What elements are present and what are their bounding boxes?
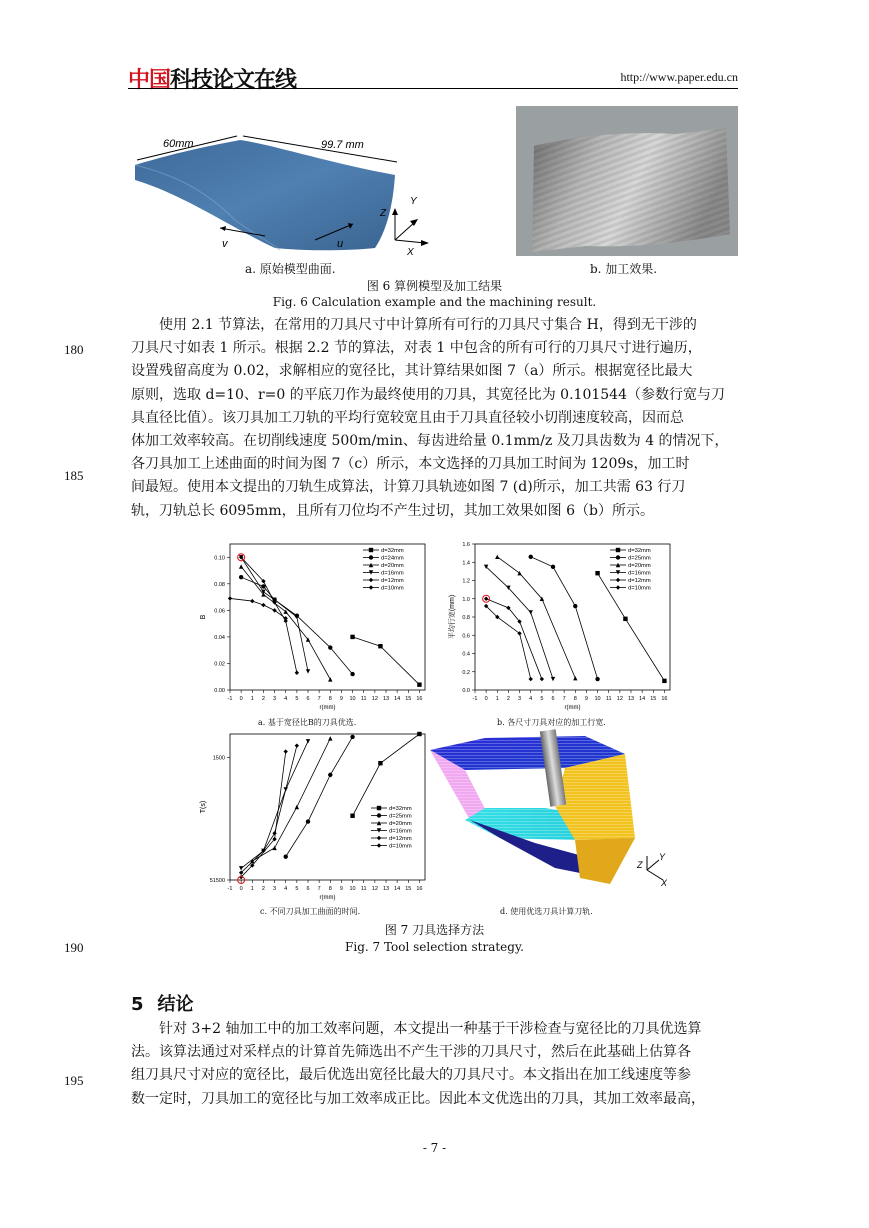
x-tick-label: 3 xyxy=(273,886,277,892)
legend-label: d=20mm xyxy=(628,563,651,569)
data-point xyxy=(623,617,627,621)
series-line xyxy=(239,739,310,870)
body1-line: 使用 2.1 节算法，在常用的刀具尺寸中计算所有可行的刀具尺寸集合 H，得到无干涉的 xyxy=(159,317,697,333)
data-point xyxy=(306,819,310,823)
svg-text:Y: Y xyxy=(659,852,666,862)
series-polyline xyxy=(286,737,353,857)
x-tick-label: 1 xyxy=(250,886,254,892)
x-tick-label: 0 xyxy=(239,886,243,892)
legend-label: d=20mm xyxy=(381,563,404,569)
surface-shape xyxy=(135,140,395,250)
y-tick-label: 0.10 xyxy=(214,555,225,562)
x-tick-label: 13 xyxy=(382,886,390,892)
fig7a-chart xyxy=(195,538,435,723)
x-tick-label: 12 xyxy=(371,886,378,892)
data-point xyxy=(284,749,288,753)
y-tick-label: 1.2 xyxy=(462,578,470,585)
x-tick-label: 1 xyxy=(250,696,254,702)
x-tick-label: 9 xyxy=(339,886,343,892)
y-tick-label: 1.4 xyxy=(462,560,470,567)
fig7-subcaption-b: b. 各尺寸刀具对应的加工行宽. xyxy=(497,718,606,727)
data-point xyxy=(551,565,555,569)
journal-logo: 中国科技论文在线 xyxy=(128,68,297,93)
series-polyline xyxy=(497,557,575,678)
fig7-subcaption-d: d. 使用优选刀具计算刀轨. xyxy=(500,907,593,916)
x-tick-label: 15 xyxy=(405,886,412,892)
x-tick-label: -1 xyxy=(227,886,233,892)
x-tick-label: 16 xyxy=(416,886,423,892)
data-point xyxy=(595,677,599,681)
fig7d-toolpath-render xyxy=(425,728,675,893)
x-tick-label: 2 xyxy=(261,886,265,892)
body1-line: 轨，刀轨总长 6095mm，且所有刀位均不产生过切，其加工效果如图 6（b）所示。 xyxy=(131,502,654,519)
x-tick-label: 0 xyxy=(484,696,488,702)
series-line xyxy=(228,596,288,620)
legend-label: d=32mm xyxy=(381,548,404,554)
data-point xyxy=(272,846,276,850)
x-tick-label: 14 xyxy=(394,696,401,702)
x-tick-label: 15 xyxy=(650,696,657,702)
data-point xyxy=(250,599,254,603)
y-tick-label: 0.2 xyxy=(462,669,470,676)
body1-line: 体加工效率较高。在切削线速度 500m/min、每齿进给量 0.1mm/z 及刀具齿数为 4 的情况下， xyxy=(131,433,729,450)
data-point xyxy=(350,635,354,639)
legend-label: d=10mm xyxy=(389,843,412,850)
body1-line: 间最短。使用本文提出的刀轨生成算法，计算刀具轨迹如图 7 (d)所示，加工共需 63 行刀 xyxy=(131,479,686,496)
data-point xyxy=(328,773,332,777)
fig6b-machining-photo xyxy=(516,106,738,256)
line-number-185: 185 xyxy=(64,468,84,483)
fig6-subcaption-a: a. 原始模型曲面. xyxy=(245,262,336,276)
legend-label: d=32mm xyxy=(628,548,651,554)
legend-label: d=16mm xyxy=(389,828,412,835)
y-tick-label: 0.0 xyxy=(462,688,470,694)
legend-label: d=12mm xyxy=(628,578,651,584)
x-tick-label: 6 xyxy=(306,696,310,702)
line-number-190: 190 xyxy=(64,940,84,955)
series-line xyxy=(239,555,299,675)
line-number-195: 195 xyxy=(64,1073,84,1088)
x-tick-label: 9 xyxy=(584,696,588,702)
x-tick-label: -1 xyxy=(472,696,478,702)
y-tick-label: 1.6 xyxy=(462,542,470,548)
legend-label: d=16mm xyxy=(381,570,404,577)
x-tick-label: 9 xyxy=(339,696,343,702)
series-line xyxy=(239,555,310,674)
y-tick-label: 51500 xyxy=(209,878,225,884)
data-point xyxy=(328,645,332,649)
data-point xyxy=(529,677,533,681)
fig7-subcaption-c: c. 不同刀具加工曲面的时间. xyxy=(260,907,361,916)
data-point xyxy=(328,677,332,681)
data-point xyxy=(239,866,243,870)
legend-label: d=25mm xyxy=(389,813,412,820)
data-point xyxy=(595,571,599,575)
x-tick-label: 12 xyxy=(616,696,623,702)
data-point xyxy=(328,736,332,740)
x-tick-label: 13 xyxy=(382,696,390,702)
x-tick-label: 0 xyxy=(239,696,243,702)
body1-line: 刀具尺寸如表 1 所示。根据 2.2 节的算法，对表 1 中包含的所有可行的刀具尺寸进行遍历， xyxy=(131,340,702,357)
y-axis-label: 平均行宽(mm) xyxy=(449,594,456,640)
body2-line: 法。该算法通过对采样点的计算首先筛选出不产生干涉的刀具尺寸，然后在此基础上估算各 xyxy=(131,1044,691,1061)
x-tick-label: 8 xyxy=(328,886,332,892)
legend-marker xyxy=(369,555,373,559)
x-tick-label: 11 xyxy=(605,696,612,702)
series-line xyxy=(529,555,600,682)
series-line xyxy=(250,736,332,863)
series-polyline xyxy=(531,557,598,679)
legend-label: d=24mm xyxy=(381,555,404,562)
legend-label: d=25mm xyxy=(628,555,651,562)
x-tick-label: 5 xyxy=(295,696,299,702)
x-tick-label: 10 xyxy=(349,886,356,892)
data-point xyxy=(350,672,354,676)
data-point xyxy=(306,739,310,743)
legend-marker xyxy=(369,548,373,552)
series-polyline xyxy=(353,637,420,685)
data-point xyxy=(662,679,666,683)
x-tick-label: 11 xyxy=(360,696,367,702)
x-tick-label: 4 xyxy=(284,886,288,892)
legend-marker xyxy=(377,806,381,810)
svg-text:Z: Z xyxy=(637,860,643,870)
dim-label-60: 60mm xyxy=(163,138,194,150)
data-point xyxy=(284,854,288,858)
header-url[interactable]: http://www.paper.edu.cn xyxy=(620,70,738,84)
svg-text:X: X xyxy=(661,878,668,888)
legend-label: d=12mm xyxy=(389,836,412,842)
legend-marker xyxy=(377,843,381,847)
x-tick-label: 14 xyxy=(394,886,401,892)
body-paragraph-1 xyxy=(131,314,738,523)
data-point xyxy=(295,743,299,747)
data-point xyxy=(573,604,577,608)
series-line xyxy=(495,555,577,681)
body1-line: 原则，选取 d=10、r=0 的平底刀作为最终使用的刀具，其宽径比为 0.101544（参数行宽与刀 xyxy=(131,386,725,403)
data-point xyxy=(417,682,421,686)
data-point xyxy=(261,603,265,607)
x-tick-label: 8 xyxy=(328,696,332,702)
x-axis-label: r(mm) xyxy=(319,895,336,901)
series-line xyxy=(239,743,299,874)
x-tick-label: 10 xyxy=(349,696,356,702)
y-tick-label: 0.4 xyxy=(462,651,470,658)
x-tick-label: 8 xyxy=(573,696,577,702)
fig6a-model-surface xyxy=(125,100,445,260)
page-number: - 7 - xyxy=(422,1141,447,1155)
x-tick-label: 11 xyxy=(360,886,367,892)
x-tick-label: 7 xyxy=(317,696,321,702)
x-tick-label: 5 xyxy=(295,886,299,892)
legend-label: d=32mm xyxy=(389,806,412,812)
x-tick-label: 2 xyxy=(506,696,510,702)
y-tick-label: 0.8 xyxy=(462,615,470,621)
data-point xyxy=(239,564,243,568)
x-tick-label: 7 xyxy=(317,886,321,892)
fig7-caption-cn: 图 7 刀具选择方法 xyxy=(384,923,485,937)
x-tick-label: 5 xyxy=(540,696,544,702)
legend-marker xyxy=(369,585,373,589)
series-polyline xyxy=(486,606,531,679)
x-tick-label: 13 xyxy=(627,696,635,702)
fig7b-chart xyxy=(440,538,680,723)
legend-marker xyxy=(616,585,620,589)
x-tick-label: 2 xyxy=(261,696,265,702)
legend-label: d=16mm xyxy=(628,570,651,577)
y-tick-label: 0.04 xyxy=(214,634,225,641)
legend-label: d=10mm xyxy=(381,585,404,592)
data-point xyxy=(378,761,382,765)
x-tick-label: 16 xyxy=(661,696,668,702)
legend-label: d=12mm xyxy=(381,578,404,584)
x-tick-label: 14 xyxy=(639,696,646,702)
x-tick-label: 12 xyxy=(371,696,378,702)
body1-line: 具直径比值）。该刀具加工刀轨的平均行宽较宽且由于刀具直径较小切削速度较高，因而总 xyxy=(131,409,684,426)
series-line xyxy=(350,635,421,687)
y-axis-label: B xyxy=(200,614,207,620)
x-tick-label: 3 xyxy=(273,696,277,702)
svg-text:Y: Y xyxy=(410,196,417,207)
x-tick-label: 16 xyxy=(416,696,423,702)
x-axis-label: r(mm) xyxy=(319,705,336,711)
label-u: u xyxy=(337,238,344,250)
x-tick-label: 6 xyxy=(551,696,555,702)
legend-marker xyxy=(616,548,620,552)
x-tick-label: 3 xyxy=(518,696,522,702)
coordinate-frame-icon xyxy=(636,852,668,888)
y-tick-label: 1500 xyxy=(212,755,225,762)
y-tick-label: 0.6 xyxy=(462,633,470,640)
dim-label-99: 99.7 mm xyxy=(321,139,364,151)
x-tick-label: 15 xyxy=(405,696,412,702)
data-point xyxy=(350,814,354,818)
label-v: v xyxy=(222,238,228,250)
body2-line: 数一定时，刀具加工的宽径比与加工效率成正比。因此本文优选出的刀具，其加工效率最高， xyxy=(131,1090,705,1107)
data-point xyxy=(228,596,232,600)
svg-text:Z: Z xyxy=(380,208,387,219)
data-point xyxy=(529,610,533,614)
series-line xyxy=(284,735,355,859)
fig7-subcaption-a: a. 基于宽径比B的刀具优选. xyxy=(258,718,357,727)
legend-marker xyxy=(616,578,620,582)
x-tick-label: 7 xyxy=(562,696,566,702)
x-tick-label: 1 xyxy=(495,696,499,702)
x-axis-label: r(mm) xyxy=(564,705,581,711)
fig6-subcaption-b: b. 加工效果. xyxy=(590,262,658,276)
data-point xyxy=(295,805,299,809)
series-line xyxy=(484,604,533,681)
data-point xyxy=(350,735,354,739)
legend-label: d=10mm xyxy=(628,585,651,592)
data-point xyxy=(272,831,276,835)
y-tick-label: 0.02 xyxy=(214,661,225,668)
legend-label: d=20mm xyxy=(389,821,412,827)
data-point xyxy=(295,671,299,675)
data-point xyxy=(306,669,310,673)
data-point xyxy=(495,555,499,559)
x-tick-label: 4 xyxy=(529,696,533,702)
series-polyline xyxy=(486,599,542,679)
body2-line: 针对 3+2 轴加工中的加工效率问题，本文提出一种基于干涉检查与宽径比的刀具优选算 xyxy=(159,1021,702,1037)
x-tick-label: 10 xyxy=(594,696,601,702)
header-rule xyxy=(128,88,738,89)
body1-line: 各刀具加工上述曲面的时间为图 7（c）所示，本文选择的刀具加工时间为 1209s，加工时 xyxy=(131,456,690,473)
legend-marker xyxy=(369,578,373,582)
series-polyline xyxy=(241,746,297,873)
data-point xyxy=(540,677,544,681)
data-point xyxy=(239,575,243,579)
body1-line: 设置残留高度为 0.02，求解相应的宽径比，其计算结果如图 7（a）所示。根据宽径比最大 xyxy=(131,363,693,380)
series-polyline xyxy=(353,734,420,816)
data-point xyxy=(551,677,555,681)
x-tick-label: -1 xyxy=(227,696,233,702)
section-heading: 5 结论 xyxy=(131,994,194,1015)
fig7c-chart xyxy=(195,728,435,913)
line-number-180: 180 xyxy=(64,342,84,357)
y-axis-label: T(s) xyxy=(200,800,207,814)
body-paragraph-2 xyxy=(131,1018,738,1111)
data-point xyxy=(573,676,577,680)
fig6-caption-cn: 图 6 算例模型及加工结果 xyxy=(366,279,503,293)
series-line xyxy=(484,597,544,682)
fig6-caption-en: Fig. 6 Calculation example and the machining result. xyxy=(272,295,597,309)
y-tick-label: 0.00 xyxy=(214,688,225,694)
fig7-caption-en: Fig. 7 Tool selection strategy. xyxy=(345,940,524,954)
series-line xyxy=(239,749,288,879)
data-point xyxy=(378,644,382,648)
svg-text:X: X xyxy=(407,247,414,258)
data-point xyxy=(417,732,421,736)
y-tick-label: 0.08 xyxy=(214,581,225,588)
legend-marker xyxy=(377,836,381,840)
y-tick-label: 0.06 xyxy=(214,608,225,615)
y-tick-label: 1.0 xyxy=(462,596,470,603)
data-point xyxy=(484,597,488,601)
data-point xyxy=(529,555,533,559)
x-tick-label: 4 xyxy=(284,696,288,702)
body2-line: 组刀具尺寸对应的宽径比，最后优选出宽径比最大的刀具尺寸。本文指出在加工线速度等参 xyxy=(131,1067,691,1084)
legend-marker xyxy=(616,555,620,559)
legend-marker xyxy=(377,813,381,817)
x-tick-label: 6 xyxy=(306,886,310,892)
